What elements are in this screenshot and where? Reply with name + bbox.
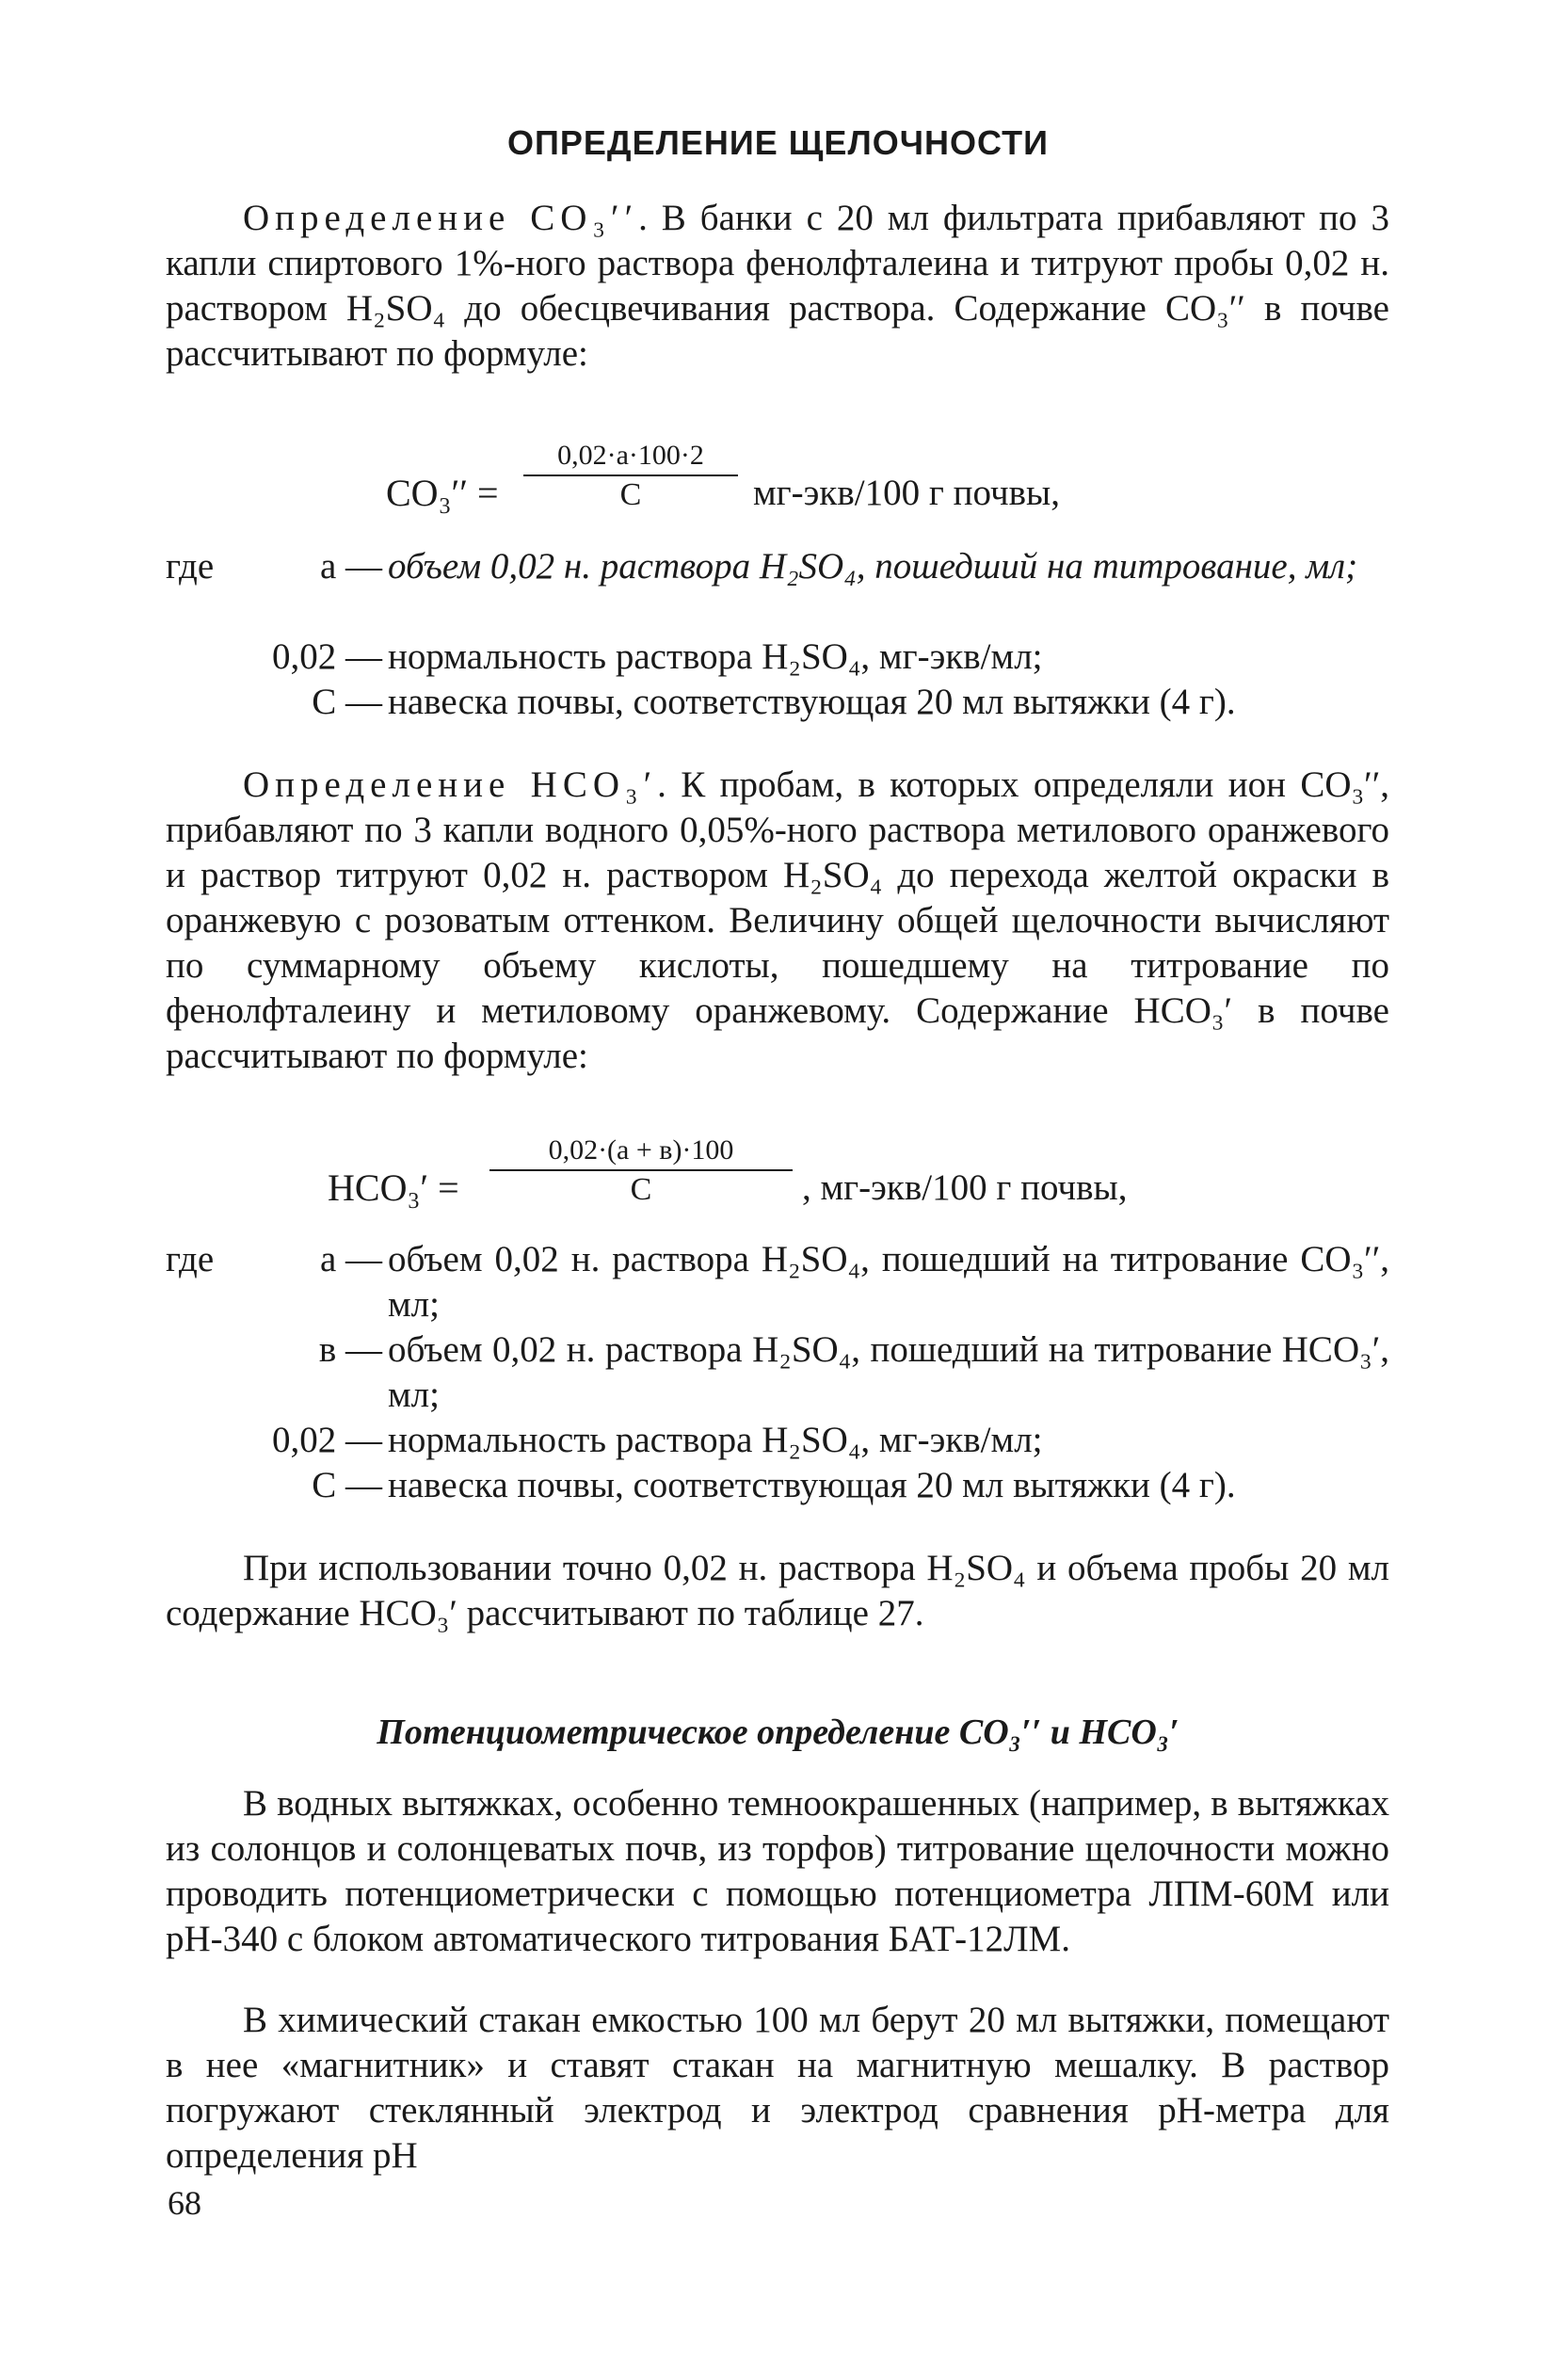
definition-text: нормальность раствора H₂SO₄, мг-экв/мл;: [388, 636, 1043, 677]
definition-item: [166, 1327, 1389, 1418]
formula-fraction: [489, 1134, 793, 1207]
paragraph-text: . В банки с 20 мл фильтрата прибавляют по 3 капли спиртового 1%-ного раствора фенолфталеина и титруют пробы 0,02 н. раствором H₂SO₄ до обесцвечивания раствора. Содержание CO₃′′ в почве рассчитывают по формуле:: [166, 198, 1390, 374]
definitions-carbonate: [166, 544, 1389, 770]
paragraph-lead: Определение HCO₃′: [243, 764, 658, 805]
definition-label: где: [166, 546, 215, 587]
formula-unit: , мг-экв/100 г почвы,: [802, 1167, 1128, 1208]
definition-label: где: [166, 1239, 215, 1279]
definition-symbol: в —: [318, 1329, 382, 1370]
definition-item: [166, 544, 1389, 635]
definition-item: [166, 1418, 1389, 1463]
definition-text: навеска почвы, соответствующая 20 мл вытяжки (4 г).: [388, 1465, 1236, 1505]
formula-fraction: [523, 439, 738, 512]
paragraph-text: . К пробам, в которых определяли ион CO₃′′, прибавляют по 3 капли водного 0,05%-ного раствора метилового оранжевого и раствор титруют 0,02 н. раствором H₂SO₄ до перехода желтой окраски в оранжевую с розоватым оттенком. Величину общей щелочности вычисляют по суммарному объему кислоты, пошедшему на титрование по фенолфталеину и метиловому оранжевому. Содержание HCO₃′ в почве рассчитывают по формуле:: [166, 764, 1389, 1076]
definition-text: объем 0,02 н. раствора H₂SO₄, пошедший на титрование HCO₃′, мл;: [388, 1329, 1389, 1415]
definitions-bicarbonate: [166, 1237, 1389, 1553]
fraction-bar: [523, 474, 738, 476]
paragraph-table-note: При использовании точно 0,02 н. раствора H₂SO₄ и объема пробы 20 мл содержание HCO₃′ рассчитывают по таблице 27.: [166, 1548, 1389, 1633]
definition-symbol: C —: [312, 682, 382, 722]
formula-lhs: HCO₃′ =: [328, 1166, 459, 1209]
fraction-bar: [489, 1169, 793, 1171]
definition-symbol: a —: [319, 546, 382, 587]
definition-symbol: C —: [312, 1465, 382, 1505]
formula-denominator: C: [619, 477, 642, 512]
definition-text: объем 0,02 н. раствора H₂SO₄, пошедший на титрование CO₃′′, мл;: [388, 1239, 1389, 1325]
definition-symbol: a —: [319, 1239, 382, 1279]
formula-unit: мг-экв/100 г почвы,: [753, 473, 1060, 513]
page-number: 68: [168, 2184, 201, 2222]
paragraph-procedure: В химический стакан емкостью 100 мл берут 20 мл вытяжки, помещают в нее «магнитник» и ставят стакан на магнитную мешалку. В раствор погружают стеклянный электрод и электрод сравнения pH-метра для определения pH: [166, 2000, 1389, 2176]
formula-denominator: C: [630, 1172, 652, 1207]
definition-text: объем 0,02 н. раствора H₂SO₄, пошедший на титрование, мл;: [388, 546, 1358, 587]
formula-lhs: CO₃′′ =: [386, 472, 499, 514]
paragraph-bicarbonate-method: [166, 763, 1389, 1079]
definition-text: навеска почвы, соответствующая 20 мл вытяжки (4 г).: [388, 682, 1236, 722]
paragraph-potentiometric: В водных вытяжках, особенно темноокрашенных (например, в вытяжках из солонцов и солонцеватых почв, из торфов) титрование щелочности можно проводить потенциометрически с помощью потенциометра ЛПМ-60М или pH-340 с блоком автоматического титрования БАТ-12ЛМ.: [166, 1783, 1389, 1959]
paragraph-lead: Определение CO₃′′: [243, 198, 639, 238]
definition-item: [166, 1237, 1389, 1327]
subsection-heading: Потенциометрическое определение CO₃′′ и HCO₃′: [377, 1713, 1179, 1752]
formula-carbonate: [0, 431, 1556, 535]
section-heading: ОПРЕДЕЛЕНИЕ ЩЕЛОЧНОСТИ: [507, 123, 1049, 162]
definition-symbol: 0,02 —: [272, 1420, 382, 1460]
paragraph-carbonate-method: [166, 196, 1389, 377]
definition-symbol: 0,02 —: [272, 636, 382, 677]
definition-item: [166, 635, 1389, 680]
definition-item: [166, 1463, 1389, 1553]
formula-numerator: 0,02·a·100·2: [557, 440, 704, 471]
formula-numerator: 0,02·(a + в)·100: [548, 1134, 734, 1166]
formula-bicarbonate: [0, 1126, 1556, 1230]
definition-text: нормальность раствора H₂SO₄, мг-экв/мл;: [388, 1420, 1043, 1460]
definition-item: [166, 680, 1389, 770]
